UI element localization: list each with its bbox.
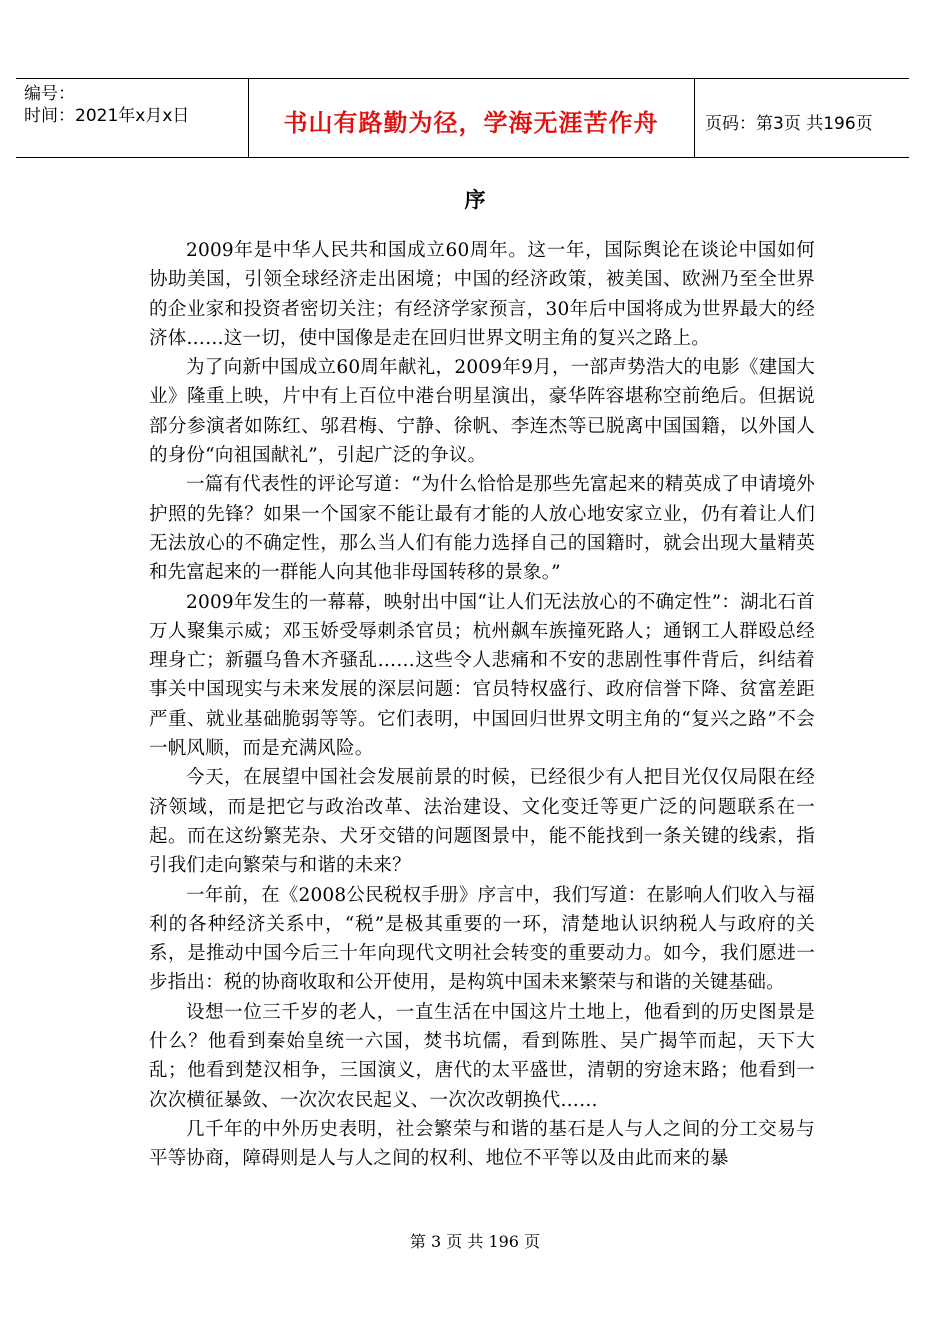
paragraph: 设想一位三千岁的老人，一直生活在中国这片土地上，他看到的历史图景是什么？他看到秦始皇统一六国，焚书坑儒，看到陈胜、吴广揭竿而起，天下大乱；他看到楚汉相争，三国演义，唐代的太平盛世，清朝的穷途末路；他看到一次次横征暴敛、一次次农民起义、一次次改朝换代……	[149, 1001, 815, 1111]
paragraph: 几千年的中外历史表明，社会繁荣与和谐的基石是人与人之间的分工交易与平等协商，障碍则是人与人之间的权利、地位不平等以及由此而来的暴	[149, 1118, 815, 1170]
page-code: 页码：第3页 共196页	[705, 114, 873, 134]
header-motto-cell	[248, 79, 695, 157]
paragraph: 为了向新中国成立60周年献礼，2009年9月，一部声势浩大的电影《建国大业》隆重上映，片中有上百位中港台明星演出，豪华阵容堪称空前绝后。但据说部分参演者如陈红、邬君梅、宁静、徐帆、李连杰等已脱离中国国籍，以外国人的身份“向祖国献礼”，引起广泛的争议。	[149, 357, 815, 467]
paragraph: 2009年是中华人民共和国成立60周年。这一年，国际舆论在谈论中国如何协助美国，引领全球经济走出困境；中国的经济政策，被美国、欧洲乃至全世界的企业家和投资者密切关注；有经济学家预言，30年后中国将成为世界最大的经济体……这一切，使中国像是走在回归世界文明主角的复兴之路上。	[149, 240, 815, 349]
motto-text: 书山有路勤为径，学海无涯苦作舟	[283, 109, 659, 137]
paragraph: 今天，在展望中国社会发展前景的时候，已经很少有人把目光仅仅局限在经济领域，而是把它与政治改革、法治建设、文化变迁等更广泛的问题联系在一起。而在这纷繁芜杂、犬牙交错的问题图景中，能不能找到一条关键的线索，指引我们走向繁荣与和谐的未来？	[149, 767, 815, 877]
serial-number-label: 编号：	[24, 84, 75, 104]
header-page-cell	[695, 79, 909, 157]
paragraph: 一年前，在《2008公民税权手册》序言中，我们写道：在影响人们收入与福利的各种经济关系中，“税”是极其重要的一环，清楚地认识纳税人与政府的关系，是推动中国今后三十年向现代文明社会转变的重要动力。如今，我们愿进一步指出：税的协商收取和公开使用，是构筑中国未来繁荣与和谐的关键基础。	[149, 884, 815, 994]
date-label: 时间：2021年x月x日	[24, 106, 190, 126]
document-body	[149, 236, 815, 1174]
document-title: 序	[464, 187, 486, 212]
paragraph: 一篇有代表性的评论写道：“为什么恰恰是那些先富起来的精英成了申请境外护照的先锋？如果一个国家不能让最有才能的人放心地安家立业，仍有着让人们无法放心的不确定性，那么当人们有能力选择自己的国籍时，就会出现大量精英和先富起来的一群能人向其他非母国转移的景象。”	[149, 474, 815, 584]
header-info-cell	[16, 79, 249, 157]
page-footer: 第 3 页 共 196 页	[409, 1232, 541, 1251]
paragraph: 2009年发生的一幕幕，映射出中国“让人们无法放心的不确定性”：湖北石首万人聚集示威；邓玉娇受辱刺杀官员；杭州飙车族撞死路人；通钢工人群殴总经理身亡；新疆乌鲁木齐骚乱……这些令人悲痛和不安的悲剧性事件背后，纠结着事关中国现实与未来发展的深层问题：官员特权盛行、政府信誉下降、贫富差距严重、就业基础脆弱等等。它们表明，中国回归世界文明主角的“复兴之路”不会一帆风顺，而是充满风险。	[149, 591, 815, 760]
document-header	[16, 78, 909, 158]
